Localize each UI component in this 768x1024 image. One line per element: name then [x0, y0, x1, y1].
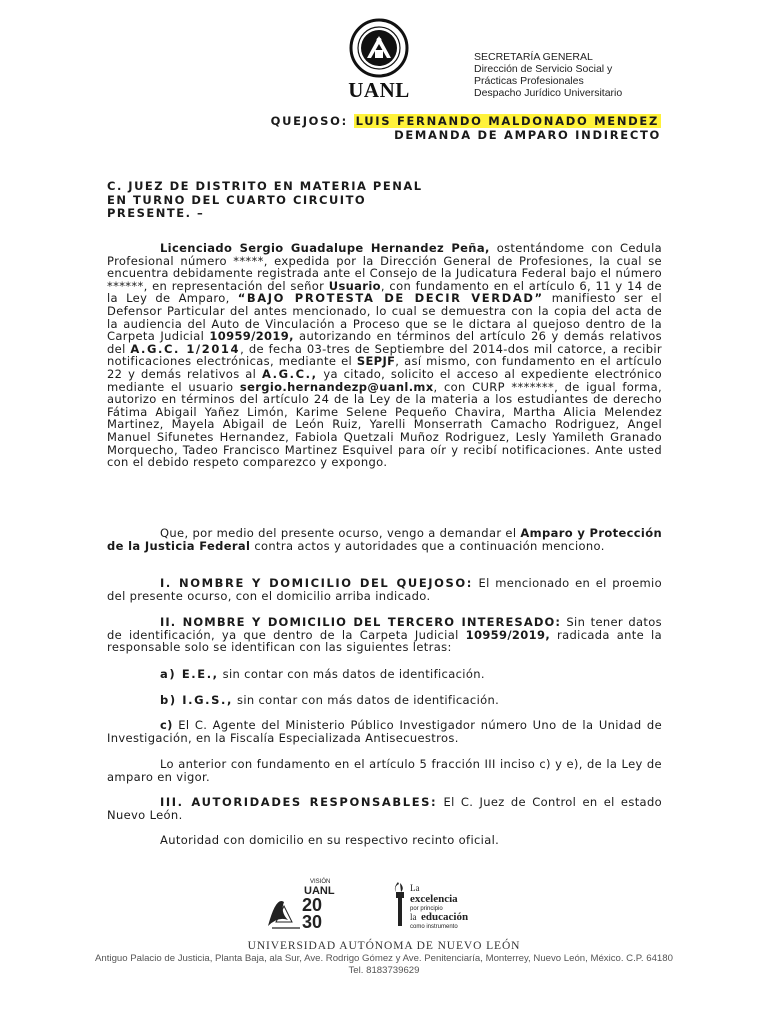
- fundamento-text: Lo anterior con fundamento en el artículo 5 fracción III inciso c) y e), de la Ley de amparo en vigor.: [107, 757, 662, 784]
- amparo-title: Amparo y Protección de la Justicia Federal: [107, 526, 663, 553]
- section-3-text: El C. Juez de Control en el estado Nuevo León.: [107, 795, 662, 822]
- section-2-text-1: Sin tener datos de identificación, ya que dentro de la Carpeta Judicial: [107, 615, 662, 642]
- quejoso-line: [271, 114, 661, 128]
- item-a-label: a) E.E.,: [160, 667, 219, 681]
- proemio-text-2: , con fundamento en el artículo 6, 11 y 14 de la Ley de Amparo,: [107, 278, 662, 306]
- section-3-title: III. AUTORIDADES RESPONSABLES:: [160, 795, 438, 809]
- proemio-text-4: autorizando en términos del artículo 26 y demás relativos del: [107, 329, 662, 356]
- user-email: sergio.hernandezp@uanl.mx: [239, 379, 434, 394]
- paragraph-domicilio: [107, 834, 662, 847]
- uanl-seal-logo: [338, 18, 420, 82]
- item-b-text: sin contar con más datos de identificación.: [232, 693, 500, 707]
- carpeta-number: 10959/2019,: [209, 329, 294, 344]
- header-line-2: Dirección de Servicio Social y: [474, 63, 613, 75]
- domicilio-text: Autoridad con domicilio en su respectivo recinto oficial.: [160, 833, 500, 847]
- exc-la-text: La: [410, 883, 420, 893]
- exc-por-text: por principio: [410, 906, 443, 912]
- exc-la2-text: la: [410, 912, 417, 922]
- header-line-4: Despacho Jurídico Universitario: [474, 87, 623, 99]
- proemio-text-3: manifiesto ser el Defensor Particular del antes mencionado, lo cual se demuestra con la copia del acta de la audiencia del Auto de Vinculación a Proceso que se le dictara al quejoso dentro de la Carpeta Judicial: [107, 291, 662, 344]
- proemio-text-8: , con CURP *******, de igual forma, autorizo en términos del artículo 24 de la Ley de la materia a los estudiantes de derecho Fátima Abigail Yañez Limón, Karime Selene Pequeño Chavira, Martha Alicia Melendez Martinez, Mayela Abigail de León Ruiz, Yarelli Monserrath Camacho Rodriguez, Angel Manuel Sifunetes Hernandez, Fabiola Quetzali Muñoz Rodriguez, Lesly Yamileth Granado Morquecho, Tadeo Francisco Martinez Esquivel para oír y recibí notificaciones. Ante usted con el debido respeto comparezco y expongo.: [107, 379, 662, 470]
- item-b: [107, 694, 662, 707]
- addressee-line-1: C. JUEZ DE DISTRITO EN MATERIA PENAL: [107, 179, 423, 193]
- agc-reference-2: A.G.C.,: [261, 366, 318, 381]
- quejoso-label: QUEJOSO:: [270, 114, 354, 128]
- proemio-text-6: , así mismo, con fundamento en el artículo 22 y demás relativos al: [107, 354, 662, 381]
- item-c-text: El C. Agente del Ministerio Público Investigador número Uno de la Unidad de Investigación, en la Fiscalía Especializada Antisecuestros.: [107, 718, 662, 745]
- exc-excelencia-text: excelencia: [410, 893, 458, 905]
- section-tercero: [107, 616, 662, 654]
- vision-top-text: VISIÓN: [310, 879, 331, 885]
- footer-telephone: Tel. 8183739629: [348, 965, 420, 976]
- header-line-1: SECRETARÍA GENERAL: [474, 51, 593, 63]
- section-quejoso: [107, 577, 662, 602]
- vision-uanl-text: UANL: [304, 885, 335, 897]
- uanl-logo-text: UANL: [348, 78, 410, 102]
- proemio-text-7: ya citado, solicito el acceso al expediente electrónico mediante el usuario: [107, 366, 662, 394]
- vision-20-text: 20: [302, 895, 323, 915]
- item-a-text: sin contar con más datos de identificación.: [218, 667, 485, 681]
- protesta-text: “BAJO PROTESTA DE DECIR VERDAD”: [237, 291, 544, 306]
- section-1-title: I. NOMBRE Y DOMICILIO DEL QUEJOSO:: [160, 576, 473, 590]
- section-2-text-2: radicada ante la responsable solo se identifican con las siguientes letras:: [107, 627, 662, 655]
- addressee-block: [107, 180, 423, 221]
- section-1-text: El mencionado en el proemio del presente ocurso, con el domicilio arriba indicado.: [107, 576, 662, 603]
- demanda-text-1: Que, por medio del presente ocurso, vengo a demandar el: [160, 526, 521, 540]
- demanda-title: DEMANDA DE AMPARO INDIRECTO: [394, 128, 661, 142]
- exc-como-text: como instrumento: [410, 924, 458, 930]
- item-a: [107, 668, 662, 681]
- vision-uanl-2030-logo: [266, 876, 342, 932]
- item-b-label: b) I.G.S.,: [160, 693, 233, 707]
- item-c-label: c): [160, 718, 173, 732]
- proemio-text-5: , de fecha 03-tres de Septiembre del 2014-dos mil catorce, a recibir notificaciones electrónicas, mediante el: [107, 341, 662, 369]
- agc-reference: A.G.C. 1/2014: [130, 341, 241, 356]
- proemio-text-1: ostentándome con Cedula Profesional número *****, expedida por la Dirección General de Profesiones, la cual se encuentra debidamente registrada ante el Consejo de la Judicatura Federal bajo el número ******, en representación del señor: [107, 241, 663, 293]
- addressee-line-3: PRESENTE. –: [107, 206, 205, 220]
- paragraph-fundamento: [107, 758, 662, 783]
- item-c: [107, 719, 662, 744]
- quejoso-name-highlighted: LUIS FERNANDO MALDONADO MENDEZ: [355, 114, 659, 128]
- lawyer-name: Licenciado Sergio Guadalupe Hernandez Peña,: [160, 241, 490, 255]
- vision-30-text: 30: [302, 912, 323, 932]
- usuario-label: Usuario: [328, 278, 381, 293]
- section-2-title: II. NOMBRE Y DOMICILIO DEL TERCERO INTERESADO:: [160, 615, 562, 629]
- section-autoridades: [107, 796, 662, 821]
- paragraph-proemio: [107, 242, 662, 469]
- excelencia-torch-logo: [390, 880, 500, 930]
- footer-university-name: UNIVERSIDAD AUTÓNOMA DE NUEVO LEÓN: [247, 940, 521, 952]
- paragraph-demanda: [107, 527, 662, 552]
- sepjf-label: SEPJF: [356, 354, 396, 369]
- header-line-3: Prácticas Profesionales: [474, 75, 584, 87]
- exc-educacion-text: educación: [421, 911, 469, 923]
- footer-address: Antiguo Palacio de Justicia, Planta Baja, ala Sur, Ave. Rodrigo Gómez y Ave. Penitenciaría, Monterrey, Nuevo León, México. C.P. 64180: [95, 953, 673, 964]
- department-header: [474, 51, 622, 99]
- carpeta-number-2: 10959/2019,: [465, 627, 551, 642]
- demanda-text-2: contra actos y autoridades que a continuación menciono.: [250, 538, 605, 553]
- addressee-line-2: EN TURNO DEL CUARTO CIRCUITO: [107, 192, 367, 207]
